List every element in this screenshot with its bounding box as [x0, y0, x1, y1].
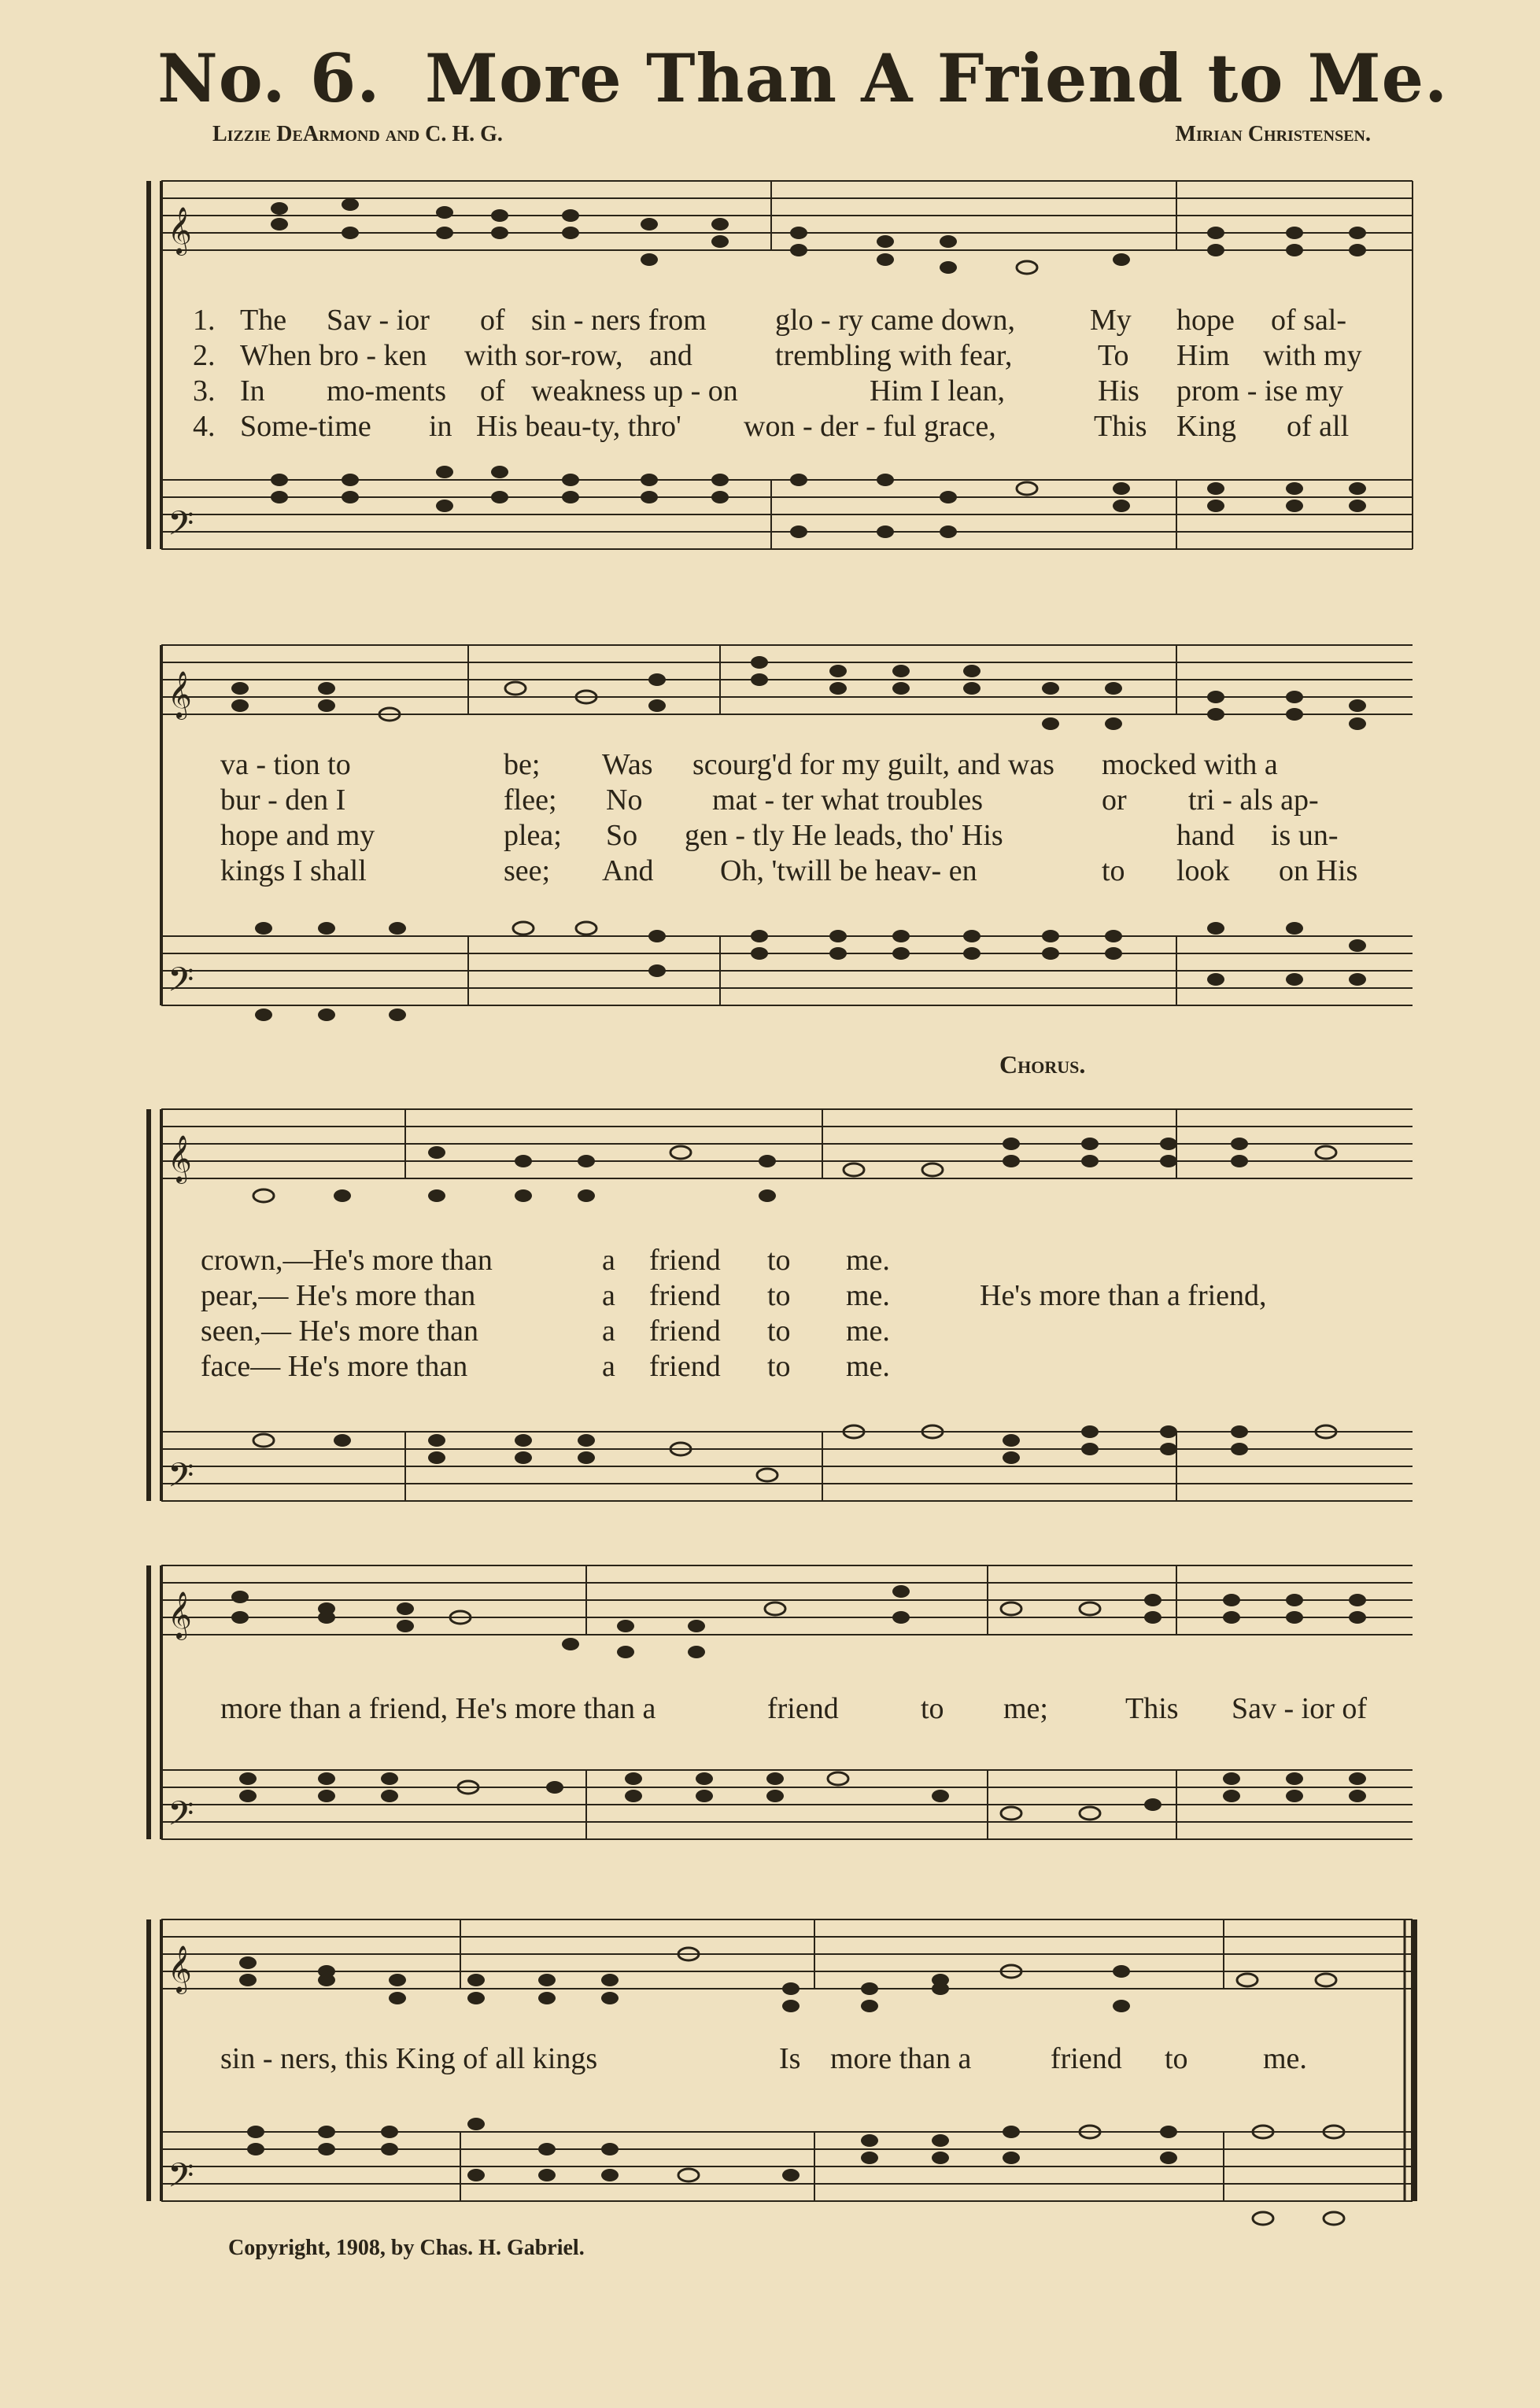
verse-1-lyrics [146, 747, 1420, 782]
lyric-syllable: hope and my [220, 819, 375, 852]
lyric-syllable: This [1125, 1692, 1179, 1725]
lyric-syllable: in [429, 410, 452, 443]
lyric-syllable: is un- [1271, 819, 1339, 852]
verse-2-lyrics [146, 783, 1420, 817]
lyric-syllable: me. [1263, 2042, 1307, 2075]
hymn-title-line [157, 39, 1448, 117]
verse-3-lyrics [146, 818, 1420, 853]
lyric-syllable: to [767, 1350, 791, 1383]
chorus-verse-1-lyrics [146, 1243, 1420, 1278]
lyric-syllable: won - der - ful grace, [744, 410, 996, 443]
lyric-syllable: to [767, 1279, 791, 1312]
lyric-syllable: plea; [504, 819, 562, 852]
lyric-syllable: gen - tly He leads, tho' His [685, 819, 1003, 852]
music-system-5 [146, 1888, 1420, 2234]
lyric-syllable: Sav - ior [327, 304, 430, 337]
svg-text:𝄞: 𝄞 [168, 207, 192, 254]
lyric-syllable: When bro - ken [240, 339, 427, 372]
lyric-syllable: Some-time [240, 410, 371, 443]
lyric-syllable: and [649, 339, 692, 372]
lyric-syllable: me. [846, 1279, 890, 1312]
lyric-syllable: Him I lean, [870, 374, 1006, 407]
lyric-syllable: weakness up - on [531, 374, 738, 407]
lyric-syllable: No [606, 784, 643, 817]
chorus-lyrics-line-3 [146, 2041, 1420, 2076]
lyric-syllable: prom - ise my [1176, 374, 1344, 407]
lyric-syllable: sin - ners, this King of all kings [220, 2042, 598, 2075]
lyric-syllable: to [921, 1692, 944, 1725]
lyric-syllable: face— He's more than [201, 1350, 468, 1383]
lyric-syllable: friend [649, 1244, 721, 1277]
lyric-syllable: friend [767, 1692, 839, 1725]
lyric-syllable: mocked with a [1102, 748, 1278, 781]
svg-text:𝄞: 𝄞 [168, 1135, 192, 1182]
lyric-syllable: King [1176, 410, 1236, 443]
svg-text:𝄞: 𝄞 [168, 1945, 192, 1993]
lyric-syllable: friend [649, 1350, 721, 1383]
lyric-syllable: more than a friend, He's more than a [220, 1692, 656, 1725]
lyric-syllable: Was [602, 748, 653, 781]
lyric-syllable: of [480, 374, 505, 407]
chorus-verse-3-lyrics [146, 1314, 1420, 1348]
lyric-syllable: His [1098, 374, 1139, 407]
lyric-syllable: me; [1003, 1692, 1048, 1725]
lyric-syllable: friend [1051, 2042, 1122, 2075]
lyric-syllable: bur - den I [220, 784, 346, 817]
lyric-syllable: And [602, 854, 654, 887]
lyric-syllable: more than a [830, 2042, 972, 2075]
lyric-syllable: friend [649, 1315, 721, 1348]
lyric-syllable: He's more than a friend, [980, 1279, 1267, 1312]
lyric-syllable: a [602, 1350, 615, 1383]
music-system-3 [146, 1086, 1420, 1526]
lyric-syllable: flee; [504, 784, 557, 817]
lyric-syllable: 1. [193, 304, 216, 337]
lyric-syllable: My [1090, 304, 1132, 337]
lyric-syllable: seen,— He's more than [201, 1315, 478, 1348]
svg-text:𝄢: 𝄢 [168, 961, 194, 1008]
lyric-syllable: kings I shall [220, 854, 367, 887]
music-system-4 [146, 1550, 1420, 1880]
lyric-syllable: a [602, 1244, 615, 1277]
lyric-syllable: The [240, 304, 287, 337]
lyric-syllable: Oh, 'twill be heav- en [720, 854, 977, 887]
svg-text:𝄞: 𝄞 [168, 1591, 192, 1639]
lyric-syllable: Is [779, 2042, 801, 2075]
chorus-label: Chorus. [999, 1050, 1086, 1079]
lyric-syllable: hand [1176, 819, 1235, 852]
lyric-syllable: 2. [193, 339, 216, 372]
lyric-syllable: me. [846, 1315, 890, 1348]
music-credit: Mirian Christensen. [1175, 122, 1371, 146]
lyric-syllable: mo-ments [327, 374, 446, 407]
lyric-syllable: crown,—He's more than [201, 1244, 493, 1277]
lyric-syllable: scourg'd for my guilt, and was [692, 748, 1054, 781]
lyric-syllable: Him [1176, 339, 1230, 372]
chorus-lyrics-line-2 [146, 1691, 1420, 1726]
lyric-syllable: glo - ry came down, [775, 304, 1015, 337]
lyric-syllable: sin - ners from [531, 304, 707, 337]
music-system-2 [146, 614, 1420, 1054]
music-system-1 [146, 165, 1420, 559]
lyric-syllable: with my [1263, 339, 1362, 372]
lyric-syllable: tri - als ap- [1188, 784, 1319, 817]
hymn-title: More Than A Friend to Me. [425, 39, 1449, 117]
verse-4-lyrics [146, 409, 1420, 444]
lyric-syllable: hope [1176, 304, 1235, 337]
lyric-syllable: to [767, 1244, 791, 1277]
lyric-syllable: This [1094, 410, 1147, 443]
lyric-syllable: a [602, 1279, 615, 1312]
lyric-syllable: 3. [193, 374, 216, 407]
lyric-syllable: or [1102, 784, 1127, 817]
svg-text:𝄢: 𝄢 [168, 504, 194, 551]
lyric-syllable: to [1165, 2042, 1188, 2075]
lyric-syllable: mat - ter what troubles [712, 784, 984, 817]
lyric-syllable: look [1176, 854, 1230, 887]
lyric-syllable: va - tion to [220, 748, 351, 781]
svg-text:𝄢: 𝄢 [168, 2156, 194, 2203]
lyric-syllable: on His [1279, 854, 1358, 887]
svg-text:𝄢: 𝄢 [168, 1794, 194, 1842]
lyric-syllable: of [480, 304, 505, 337]
lyric-syllable: to [1102, 854, 1125, 887]
chorus-verse-2-lyrics [146, 1278, 1420, 1313]
lyric-syllable: In [240, 374, 265, 407]
lyric-syllable: of all [1287, 410, 1350, 443]
lyric-syllable: be; [504, 748, 541, 781]
lyric-syllable: trembling with fear, [775, 339, 1013, 372]
lyric-syllable: me. [846, 1244, 890, 1277]
lyric-syllable: Sav - ior of [1232, 1692, 1368, 1725]
lyric-syllable: of sal- [1271, 304, 1347, 337]
verse-3-lyrics [146, 374, 1420, 408]
hymn-number: No. 6. [157, 39, 381, 117]
lyric-syllable: me. [846, 1350, 890, 1383]
lyric-syllable: see; [504, 854, 551, 887]
lyric-syllable: To [1098, 339, 1129, 372]
verse-2-lyrics [146, 338, 1420, 373]
lyric-syllable: pear,— He's more than [201, 1279, 476, 1312]
lyric-syllable: 4. [193, 410, 216, 443]
svg-text:𝄞: 𝄞 [168, 671, 192, 718]
verse-1-lyrics [146, 303, 1420, 337]
lyric-syllable: to [767, 1315, 791, 1348]
lyric-syllable: a [602, 1315, 615, 1348]
svg-text:𝄢: 𝄢 [168, 1456, 194, 1503]
chorus-verse-4-lyrics [146, 1349, 1420, 1384]
lyric-syllable: friend [649, 1279, 721, 1312]
lyric-syllable: His beau-ty, thro' [476, 410, 681, 443]
lyric-syllable: So [606, 819, 638, 852]
copyright-notice: Copyright, 1908, by Chas. H. Gabriel. [228, 2236, 585, 2260]
words-credit: Lizzie DeArmond and C. H. G. [212, 122, 503, 146]
lyric-syllable: with sor-row, [464, 339, 623, 372]
verse-4-lyrics [146, 854, 1420, 888]
